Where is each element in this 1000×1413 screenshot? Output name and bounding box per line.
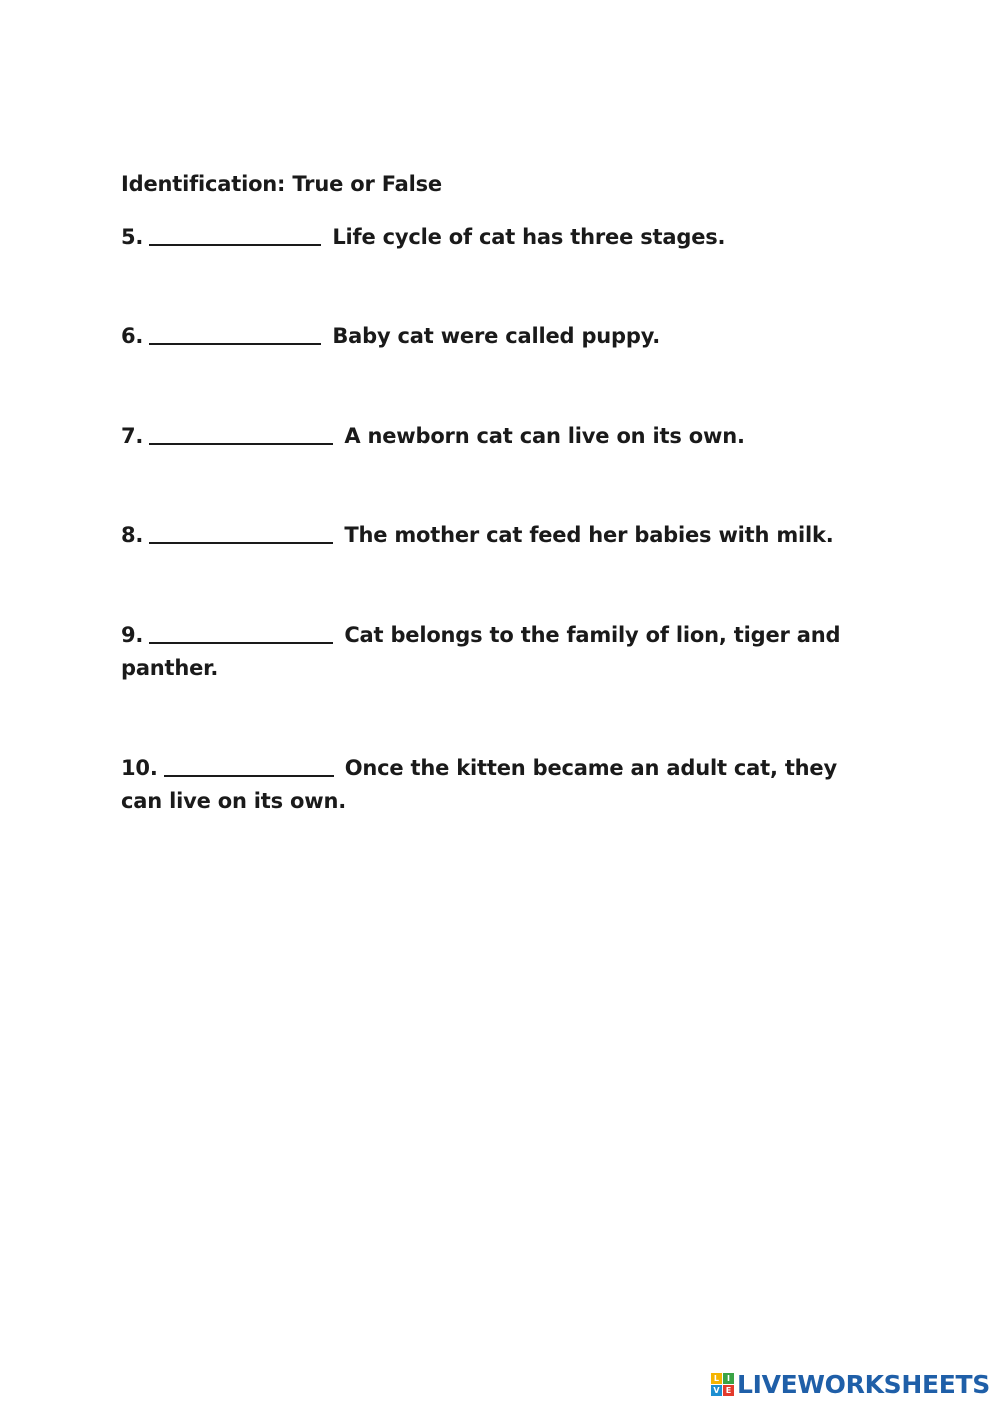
question-text: The mother cat feed her babies with milk. (344, 523, 834, 547)
question-7 (121, 420, 861, 453)
question-text: Once the kitten became an adult cat, they can live on its own. (121, 756, 837, 813)
brand-name: LIVEWORKSHEETS (736, 1370, 990, 1399)
question-number: 8. (121, 523, 144, 547)
question-6 (121, 320, 861, 353)
question-text: Baby cat were called puppy. (332, 324, 661, 348)
answer-blank-9[interactable] (149, 622, 333, 644)
question-number: 10. (121, 756, 158, 780)
answer-blank-6[interactable] (149, 323, 321, 345)
worksheet-heading: Identification: True or False (121, 172, 442, 196)
question-10 (121, 752, 861, 818)
answer-blank-7[interactable] (149, 423, 333, 445)
question-number: 6. (121, 324, 144, 348)
question-text: A newborn cat can live on its own. (344, 424, 745, 448)
answer-blank-5[interactable] (149, 224, 321, 246)
question-number: 7. (121, 424, 144, 448)
question-number: 5. (121, 225, 144, 249)
question-8 (121, 519, 861, 552)
answer-blank-10[interactable] (164, 755, 334, 777)
answer-blank-8[interactable] (149, 522, 333, 544)
question-text: Life cycle of cat has three stages. (332, 225, 726, 249)
question-number: 9. (121, 623, 144, 647)
liveworksheets-brand (711, 1370, 990, 1399)
question-text: Cat belongs to the family of lion, tiger and panther. (121, 623, 841, 680)
question-9 (121, 619, 861, 685)
liveworksheets-logo-icon: L I V E (711, 1373, 734, 1396)
question-5 (121, 221, 861, 254)
